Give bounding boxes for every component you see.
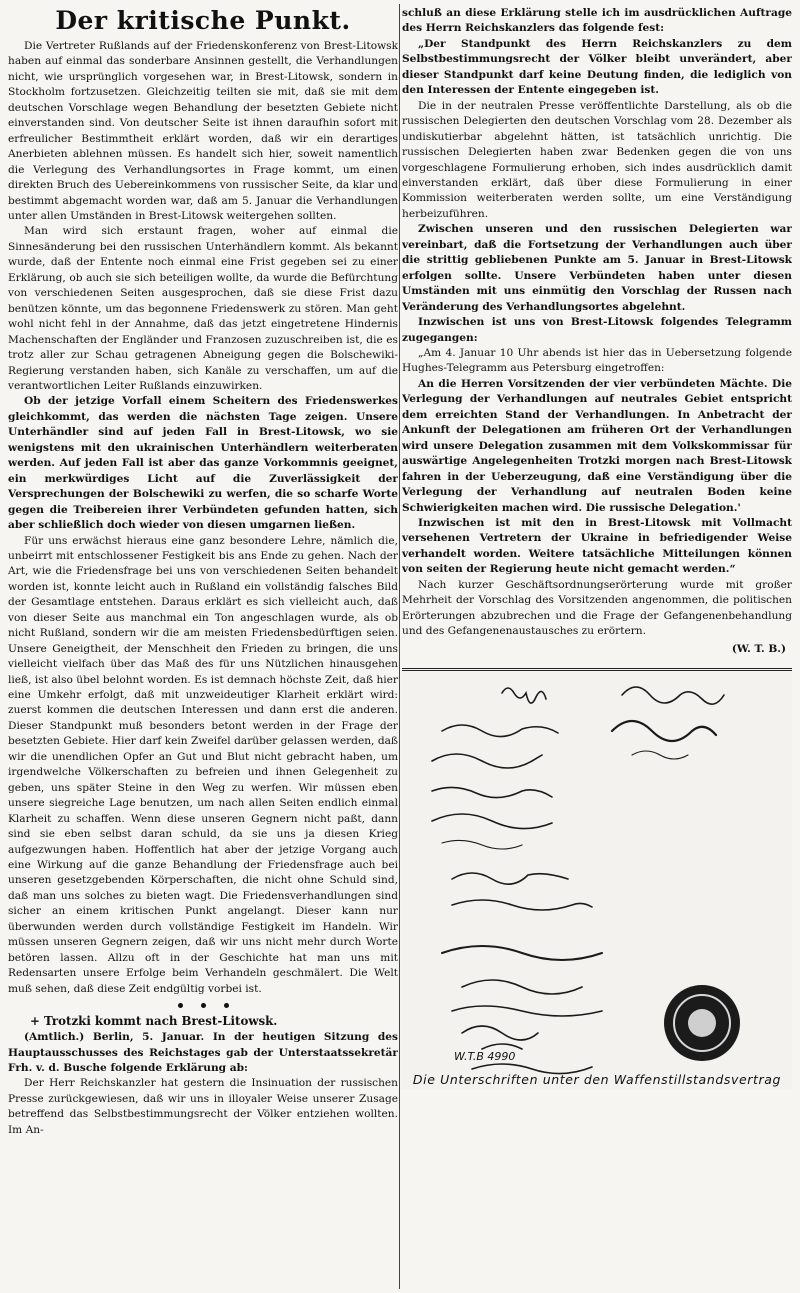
image-code: W.T.B 4990 [454,1050,516,1064]
article-paragraph: Zwischen unseren und den russischen Delegierten war vereinbart, daß die Fortsetzung der Verhandlungen auch über die strittig gebliebenen Punkte am 5. Januar in Brest-Litowsk erfolgen sollte. Unsere Verbündeten haben unter diesen Umständen mit uns einmütig den Vorschlag der Russen nach Veränderung des Verhandlungsortes abgelehnt. [402,223,792,313]
sub-headline: + Trotzki kommt nach Brest-Litowsk. [30,1014,278,1029]
article-paragraph: Inzwischen ist mit den in Brest-Litowsk mit Vollmacht versehenen Vertretern der Ukraine in befriedigender Weise verhandelt worden. Weitere tatsächliche Mitteilungen können von seiten der Regierung heute nicht gemacht werden.“ [402,516,792,576]
article-paragraph: Für uns erwächst hieraus eine ganz besondere Lehre, nämlich die, unbeirrt mit entschlossener Festigkeit bis ans Ende zu gehen. Nach der Art, wie die Friedensfrage bei uns von verschiedenen Seiten behandelt worden ist, konnte leicht auch in Rußland ein vollständig falsches Bild der Gesamtlage entstehen. Daraus erklärt es sich vielleicht auch, daß von dieser Seite aus manchmal ein Ton angeschlagen wurde, als ob nicht Rußland, sondern wir die am meisten Friedensbedürftigen seien. Unsere Geneigtheit, der Menschheit den Frieden zu bringen, die uns vielleicht vielfach über das Maß des für uns Nützlichen hinausgehen ließ, ist also übel belohnt worden. Es ist demnach höchste Zeit, daß hier eine Umkehr erfolgt, daß mit unzweideutiger Klarheit erklärt wird: zuerst kommen die deutschen Interessen und dann erst die anderen. Dieser Standpunkt muß besonders betont werden in der Frage der besetzten Gebiete. Hier darf kein Zweifel darüber gelassen werden, daß wir die unendlichen Opfer an Gut und Blut nicht gebracht haben, um irgendwelche Völkerschaften zu befreien und ihnen Gelegenheit zu geben, uns später Steine in den Weg zu werfen. Wir müssen eben unsere siegreiche Lage benutzen, um nach allen Seiten endlich einmal Klarheit zu schaffen. Wenn diese unseren Gegnern nicht paßt, dann sind sie eben selbst daran schuld, da sie uns ja diesen Krieg aufgezwungen haben. Hoffentlich hat aber der jetzige Vorgang auch eine Wirkung auf die ganze Behandlung der Friedensfrage auch bei unseren gesetzgebenden Körperschaften, die nicht ohne Schuld sind, daß man uns solches zu bieten wagt. Die Friedensverhandlungen sind sicher an einem kritischen Punkt angelangt. Dieser kann nur überwunden werden durch vollständige Festigkeit im Handeln. Wir müssen unseren Gegnern zeigen, daß wir uns nicht mehr durch Worte betören lassen. Allzu oft in der Geschichte hat man uns mit Redensarten unsere Erfolge beim Verhandeln geschmälert. Die Welt muß sehen, daß diese Zeit endgültig vorbei ist. [8,534,398,995]
right-column [402,6,792,1287]
section-separator [8,1003,398,1008]
article-title: Der kritische Punkt. [55,6,351,35]
wax-seal [664,985,740,1061]
article-paragraph: Die Vertreter Rußlands auf der Friedenskonferenz von Brest-Litowsk haben auf einmal das sonderbare Ansinnen gestellt, die Verhandlungen nicht, wie ursprünglich vorgesehen war, in Brest-Litowsk, sondern in Stockholm fortzusetzen. Gleichzeitig teilten sie mit, daß sie mit dem deutschen Vorschlage wegen Behandlung der besetzten Gebiete nicht einverstanden sind. Von deutscher Seite ist ihnen daraufhin sofort mit erfreulicher Bestimmtheit erklärt worden, daß wir ein derartiges Anerbieten ablehnen müssen. Es handelt sich hier, soweit namentlich die Verlegung des Verhandlungsortes in Frage kommt, um einen direkten Bruch des Uebereinkommens von russischer Seite, da klar und bestimmt abgemacht worden war, daß am 5. Januar die Verhandlungen unter allen Umständen in Brest-Litowsk weitergehen sollten. [8,40,398,222]
article-paragraph: Nach kurzer Geschäftsordnungserörterung wurde mit großer Mehrheit der Vorschlag des Vorsitzenden angenommen, die politischen Erörterungen abzubrechen und die Frage der Gefangenenbehandlung und des Gefangenenaustausches zu erörtern. [402,578,792,638]
telegram-text: An die Herren Vorsitzenden der vier verbündeten Mächte. Die Verlegung der Verhandlungen auf neutrales Gebiet entspricht dem erreichten Stand der Verhandlungen. In Anbetracht der Ankunft der Delegationen am früheren Ort der Verhandlungen wird unsere Delegation zusammen mit dem Volkskommissar für auswärtige Angelegenheiten Trotzki morgen nach Brest-Litowsk fahren in der Ueberzeugung, daß eine Verständigung über die Verlegung der Verhandlung auf neutralen Boden keine Schwierigkeiten machen wird. Die russische Delegation.' [402,377,792,514]
signatures-illustration [402,671,792,1089]
article-paragraph: (Amtlich.) Berlin, 5. Januar. In der heutigen Sitzung des Hauptausschusses des Reichstages gab der Unterstaatssekretär Frh. v. d. Busche folgende Erklärung ab: [8,1031,398,1074]
telegram-intro: „Am 4. Januar 10 Uhr abends ist hier das in Uebersetzung folgende Hughes-Telegramm aus Petersburg eingetroffen: [402,346,792,375]
article-paragraph: Ob der jetzige Vorfall einem Scheitern des Friedenswerkes gleichkommt, das werden die nächsten Tage zeigen. Unsere Unterhändler sind auf jeden Fall in Brest-Litowsk, wo sie wenigstens mit den ukrainischen Unterhändlern weiterberaten werden. Auf jeden Fall ist aber das ganze Vorkommnis geeignet, ein merkwürdiges Licht auf die Zuverlässigkeit der Versprechungen der Bolschewiki zu werfen, die so scharfe Worte gegen die Treibereien ihrer Verbündeten gefunden hatten, sich aber schließlich doch wieder von diesen umgarnen ließen. [8,395,398,532]
agency-signoff: (W. T. B.) [731,642,786,655]
left-column [8,6,398,1287]
image-caption: Die Unterschriften unter den Waffenstillstandsvertrag [412,1072,782,1088]
signatures-image [402,668,792,1089]
article-paragraph: Die in der neutralen Presse veröffentlichte Darstellung, als ob die russischen Delegierten den deutschen Vorschlag vom 28. Dezember als undiskutierbar abgelehnt hätten, ist tatsächlich unrichtig. Die russischen Delegierten haben zwar Bedenken gegen die von uns vorgeschlagene Formulierung erhoben, sich indes ausdrücklich damit einverstanden erklärt, daß über diese Formulierung in einer Kommission weiterberaten werden sollte, um eine Verständigung herbeizuführen. [402,99,792,220]
quote-paragraph: „Der Standpunkt des Herrn Reichskanzlers zu dem Selbstbestimmungsrecht der Völker bleibt unverändert, aber dieser Standpunkt darf keine Deutung finden, die lediglich von den Interessen der Entente eingegeben ist. [402,37,792,97]
article-paragraph: schluß an diese Erklärung stelle ich im ausdrücklichen Auftrage des Herrn Reichskanzlers das folgende fest: [402,7,792,35]
article-paragraph: Der Herr Reichskanzler hat gestern die Insinuation der russischen Presse zurückgewiesen, daß wir uns in illoyaler Weise unserer Zusage betreffend das Selbstbestimmungsrecht der Völker entziehen wollten. Im An- [8,1077,398,1136]
article-paragraph: Man wird sich erstaunt fragen, woher auf einmal die Sinnesänderung bei den russischen Unterhändlern kommt. Als bekannt wurde, daß der Entente noch einmal eine Frist gegeben sei zu einer Erklärung, ob auch sie sich beteiligen wollte, da wurde die Befürchtung von verschiedenen Seiten ausgesprochen, daß sie diese Frist dazu benützen könnte, um das begonnene Friedenswerk zu stören. Man geht wohl nicht fehl in der Annahme, daß das jetzt eingetretene Hindernis Machenschaften der Engländer und Franzosen zuzuschreiben ist, die es trotz aller zur Schau getragenen Abneigung gegen die Bolschewiki-Regierung verstanden haben, sich Kanäle zu verschaffen, um auf die verantwortlichen Leiter Rußlands einzuwirken. [8,225,398,392]
column-divider [399,4,400,1289]
article-paragraph: Inzwischen ist uns von Brest-Litowsk folgendes Telegramm zugegangen: [402,316,792,344]
